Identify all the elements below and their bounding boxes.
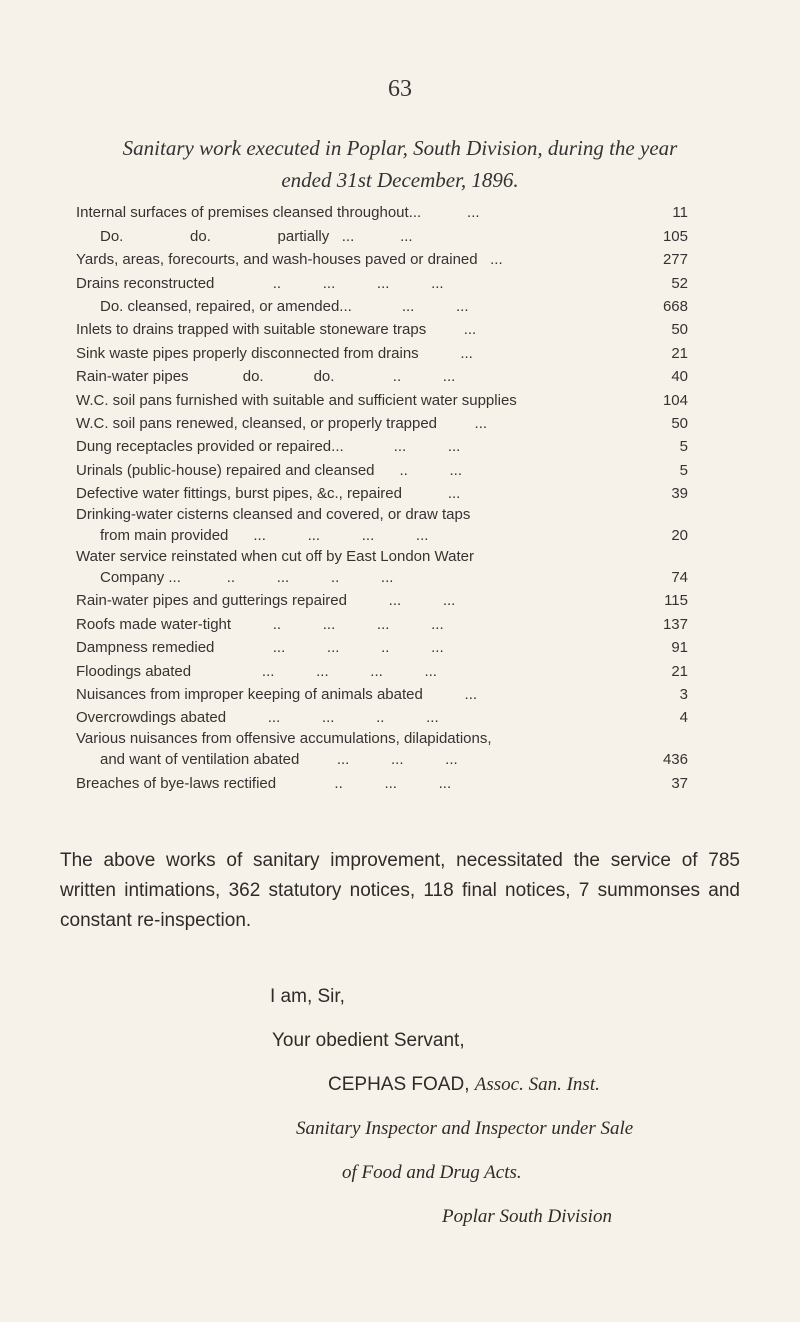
- row-count: 3: [679, 686, 688, 704]
- row-count: 52: [671, 274, 688, 292]
- row-description-line-2: from main provided ... ... ... ...: [100, 527, 429, 545]
- table-row: [76, 658, 688, 681]
- row-description: [76, 226, 628, 247]
- row-description-line: Rain-water pipes do. do. .. ...: [76, 368, 456, 386]
- row-description-line: Dung receptacles provided or repaired... ... ...: [76, 438, 461, 456]
- row-description: [76, 546, 628, 588]
- table-row: [76, 546, 688, 588]
- sanitary-work-table: [76, 200, 688, 794]
- table-row: [76, 705, 688, 728]
- row-description-line: Drinking-water cisterns cleansed and covered, or draw taps: [76, 506, 471, 524]
- row-description-line: Urinals (public-house) repaired and cleansed .. ...: [76, 461, 463, 479]
- table-row: [76, 294, 688, 317]
- row-description: [76, 707, 628, 728]
- table-row: [76, 411, 688, 434]
- page-title: [40, 132, 760, 196]
- row-description: [76, 773, 628, 794]
- table-row: [76, 434, 688, 457]
- row-description-line: Rain-water pipes and gutterings repaired ... ...: [76, 592, 456, 610]
- table-row: [76, 728, 688, 770]
- row-count: 21: [671, 344, 688, 362]
- row-count: 21: [671, 662, 688, 680]
- row-description: [76, 684, 628, 705]
- row-count: 105: [662, 227, 688, 245]
- row-description-line-2: and want of ventilation abated ... ... ...: [100, 751, 458, 769]
- table-row: [76, 200, 688, 223]
- row-description-line: Water service reinstated when cut off by East London Water: [76, 548, 474, 566]
- row-count: 39: [671, 485, 688, 503]
- row-description-line: Do. do. partially ... ...: [100, 227, 413, 245]
- row-description: [76, 273, 628, 294]
- row-description-line: W.C. soil pans furnished with suitable and sufficient water supplies: [76, 391, 517, 409]
- row-count: 5: [679, 461, 688, 479]
- signatory-division: Poplar South Division: [442, 1206, 612, 1227]
- summary-paragraph: The above works of sanitary improvement, necessitated the service of 785 written intimations, 362 statutory notices, 118 final notices, 7 summonses and constant re-inspection.: [60, 850, 740, 931]
- signature-name: [328, 1074, 600, 1096]
- row-description: [76, 366, 628, 387]
- salutation: I am, Sir,: [270, 986, 345, 1007]
- row-description: [76, 460, 628, 481]
- table-row: [76, 770, 688, 793]
- signatory-role-line-1: Sanitary Inspector and Inspector under Sale: [296, 1118, 634, 1139]
- table-row: [76, 387, 688, 410]
- row-description: [76, 202, 628, 223]
- row-description: [76, 343, 628, 364]
- row-description-line: Overcrowdings abated ... ... .. ...: [76, 709, 439, 727]
- row-description: [76, 413, 628, 434]
- row-description-line: Do. cleansed, repaired, or amended... ... ...: [100, 297, 469, 315]
- signatory-role-line-2: of Food and Drug Acts.: [342, 1162, 522, 1183]
- row-description-line: Inlets to drains trapped with suitable stoneware traps ...: [76, 321, 477, 339]
- row-count: 91: [671, 639, 688, 657]
- title-line-1: Sanitary work executed in Poplar, South Division, during the year: [122, 136, 678, 160]
- table-row: [76, 364, 688, 387]
- row-count: 40: [671, 368, 688, 386]
- row-count: 104: [662, 391, 688, 409]
- row-count: 37: [671, 774, 688, 792]
- row-description-line: Yards, areas, forecourts, and wash-houses paved or drained ...: [76, 251, 503, 269]
- row-description: [76, 319, 628, 340]
- row-description: [76, 296, 628, 317]
- row-description: [76, 249, 628, 270]
- row-description: [76, 483, 628, 504]
- row-description: [76, 390, 628, 411]
- table-row: [76, 504, 688, 546]
- row-count: 74: [671, 569, 688, 587]
- table-row: [76, 317, 688, 340]
- signatory-name: CEPHAS FOAD,: [328, 1074, 470, 1095]
- row-description-line: Defective water fittings, burst pipes, &c., repaired ...: [76, 485, 461, 503]
- row-count: 436: [662, 751, 688, 769]
- table-row: [76, 682, 688, 705]
- row-count: 4: [679, 709, 688, 727]
- row-description-line: Floodings abated ... ... ... ...: [76, 662, 437, 680]
- table-row: [76, 270, 688, 293]
- row-count: 115: [664, 592, 688, 610]
- table-row: [76, 223, 688, 246]
- row-description-line: Dampness remedied ... ... .. ...: [76, 639, 444, 657]
- row-description-line: Various nuisances from offensive accumulations, dilapidations,: [76, 730, 492, 748]
- row-description-line: Drains reconstructed .. ... ... ...: [76, 274, 444, 292]
- table-row: [76, 481, 688, 504]
- row-count: 50: [671, 414, 688, 432]
- row-description: [76, 614, 628, 635]
- row-description-line: Breaches of bye-laws rectified .. ... ...: [76, 774, 452, 792]
- row-description-line: Internal surfaces of premises cleansed throughout... ...: [76, 204, 480, 222]
- table-row: [76, 611, 688, 634]
- row-description-line: Roofs made water-tight .. ... ... ...: [76, 615, 444, 633]
- row-count: 137: [662, 615, 688, 633]
- row-description: [76, 504, 628, 546]
- row-description: [76, 436, 628, 457]
- row-description-line: Sink waste pipes properly disconnected from drains ...: [76, 344, 473, 362]
- row-description-line: W.C. soil pans renewed, cleansed, or properly trapped ...: [76, 414, 488, 432]
- row-count: 5: [679, 438, 688, 456]
- row-description: [76, 590, 628, 611]
- row-count: 11: [672, 204, 688, 222]
- row-count: 20: [671, 527, 688, 545]
- row-count: 668: [662, 297, 688, 315]
- table-row: [76, 247, 688, 270]
- table-row: [76, 588, 688, 611]
- signatory-qualification: Assoc. San. Inst.: [474, 1074, 600, 1095]
- row-description: [76, 637, 628, 658]
- row-count: 277: [662, 251, 688, 269]
- page-number: 63: [388, 76, 412, 102]
- table-row: [76, 635, 688, 658]
- row-description-line: Nuisances from improper keeping of animals abated ...: [76, 686, 478, 704]
- row-description-line-2: Company ... .. ... .. ...: [100, 569, 394, 587]
- row-count: 50: [671, 321, 688, 339]
- servant-line: Your obedient Servant,: [272, 1030, 465, 1051]
- title-line-2: ended 31st December, 1896.: [281, 168, 519, 192]
- table-row: [76, 340, 688, 363]
- row-description: [76, 661, 628, 682]
- table-row: [76, 457, 688, 480]
- row-description: [76, 728, 628, 770]
